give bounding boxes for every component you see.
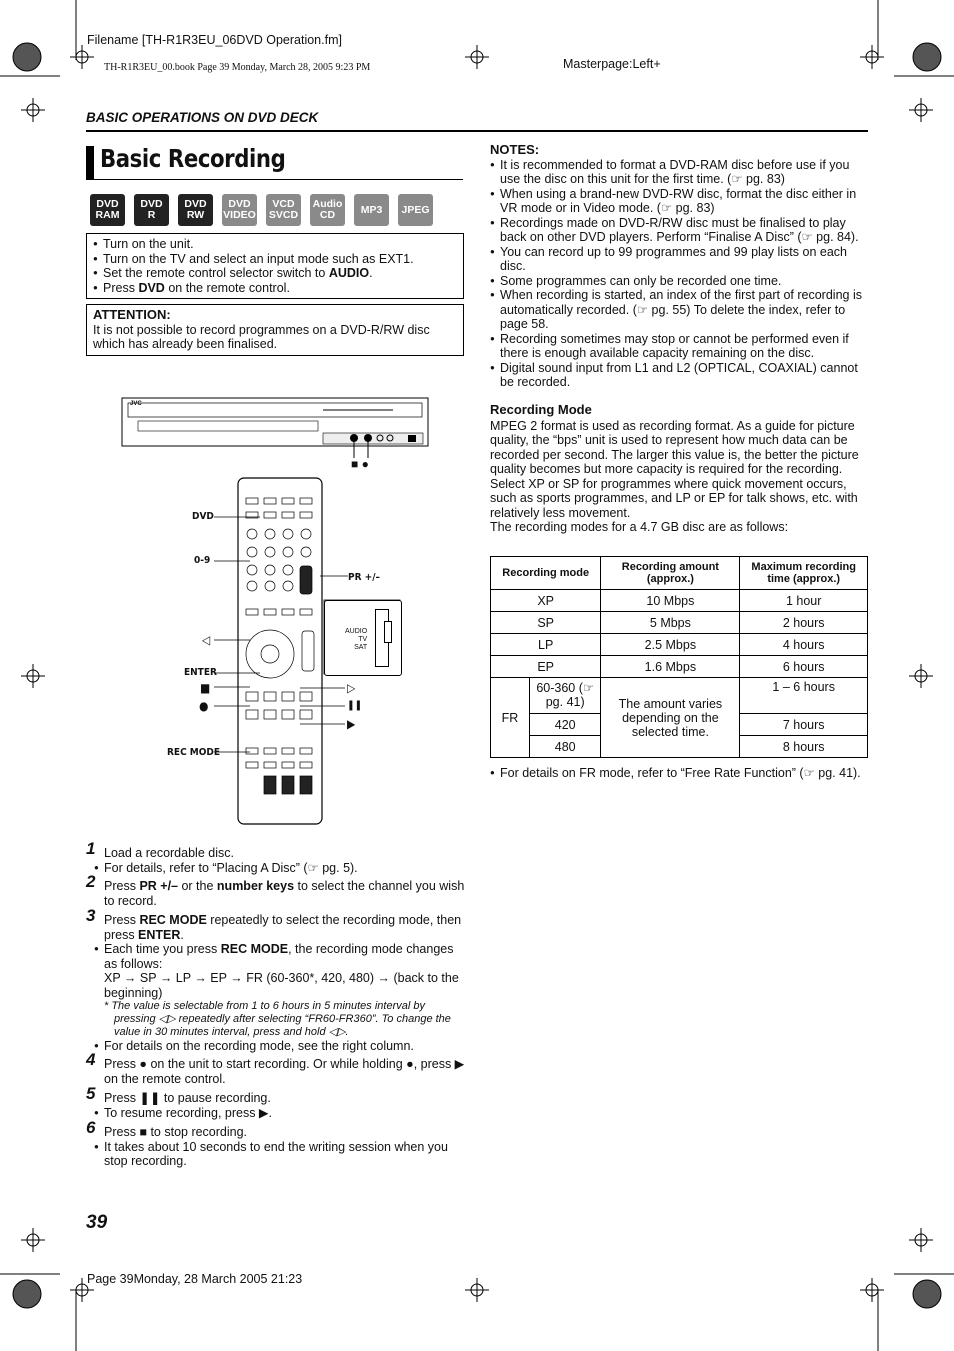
prep-item: ● Set the remote control selector switch to AUDIO. — [93, 266, 457, 281]
section-rule — [86, 130, 868, 132]
recording-mode-section — [490, 403, 868, 535]
table-row: SP 5 Mbps 2 hours — [491, 612, 868, 634]
dvd-unit-illustration — [118, 393, 434, 473]
label-rec: ● — [199, 699, 209, 713]
badge-vcd-svcd: VCD SVCD — [266, 194, 301, 226]
table-row: LP 2.5 Mbps 4 hours — [491, 634, 868, 656]
table-header: Recording amount (approx.) — [601, 557, 740, 590]
prep-item: ● Turn on the unit. — [93, 237, 457, 252]
badge-dvd-r: DVD R — [134, 194, 169, 226]
label-pr: PR +/– — [348, 572, 380, 583]
recording-mode-text2: The recording modes for a 4.7 GB disc are as follows: — [490, 520, 789, 534]
step-5: 5 Press ❚❚ to pause recording. ● To resume recording, press ▶. — [86, 1091, 466, 1120]
section-label: BASIC OPERATIONS ON DVD DECK — [86, 110, 319, 125]
header-filename: Filename [TH-R1R3EU_06DVD Operation.fm] — [87, 33, 342, 47]
notes-heading: NOTES: — [490, 142, 540, 157]
step-bullet: ● For details, refer to “Placing A Disc” (☞ pg. 5). — [94, 861, 466, 876]
step-1: 1 Load a recordable disc. ● For details, refer to “Placing A Disc” (☞ pg. 5). — [86, 846, 466, 875]
table-row: 480 8 hours — [491, 736, 868, 758]
badge-dvd-ram: DVD RAM — [90, 194, 125, 226]
unit-callout: ■ ● — [351, 457, 369, 471]
attention-heading: ATTENTION: — [93, 307, 171, 322]
unit-brand: JVC — [130, 401, 142, 407]
label-play: ▶ — [347, 717, 356, 731]
label-stop: ■ — [200, 681, 211, 695]
table-row: XP 10 Mbps 1 hour — [491, 590, 868, 612]
badge-mp3: MP3 — [354, 194, 389, 226]
header-book-line: TH-R1R3EU_00.book Page 39 Monday, March 28, 2005 9:23 PM — [104, 62, 371, 73]
step-3-footnote: * The value is selectable from 1 to 6 hours in 5 minutes interval by pressing ◁▷ repeatedly after selecting “FR60-FR360”. To change the value in 30 minutes interval, press and hold ◁▷. — [104, 1000, 451, 1038]
prep-item: ● Press DVD on the remote control. — [93, 281, 457, 296]
badge-dvd-rw: DVD RW — [178, 194, 213, 226]
label-enter: ENTER — [184, 667, 217, 678]
note-item: ● You can record up to 99 programmes and 99 play lists on each disc. — [490, 245, 870, 274]
label-right: ▷ — [347, 681, 356, 695]
note-item: ● Digital sound input from L1 and L2 (OPTICAL, COAXIAL) cannot be recorded. — [490, 361, 870, 390]
table-footnote: ● For details on FR mode, refer to “Free Rate Function” (☞ pg. 41). — [490, 766, 870, 781]
label-dvd: DVD — [192, 511, 214, 522]
table-header: Maximum recording time (approx.) — [740, 557, 868, 590]
step-bullet: ● For details on the recording mode, see the right column. — [94, 1039, 466, 1054]
note-item: ● Some programmes can only be recorded one time. — [490, 274, 870, 289]
notes — [490, 143, 870, 390]
attention-text: It is not possible to record programmes on a DVD-R/RW disc which has already been finalised. — [93, 322, 430, 351]
table-row: FR 60-360 (☞ pg. 41) The amount varies depending on the selected time. 1 – 6 hours — [491, 678, 868, 714]
prep-box — [86, 233, 464, 299]
title-bar — [86, 146, 94, 179]
step-bullet: ● To resume recording, press ▶. — [94, 1106, 466, 1121]
switch-audio: AUDIO — [345, 628, 368, 635]
prep-item: ● Turn on the TV and select an input mode such as EXT1. — [93, 252, 457, 267]
recording-mode-table — [490, 556, 868, 758]
table-row: 420 7 hours — [491, 714, 868, 736]
label-left: ◁ — [202, 633, 211, 647]
attention-box — [86, 304, 464, 356]
step-3: 3 Press REC MODE repeatedly to select the recording mode, then press ENTER. ● Each time you press REC MODE, the recording mode changes as follows: XP → SP → LP → EP → FR (60-360*, 420, 480) → (back to the beginning) * The value is selectable from 1 to 6 hours in 5 minutes interval by pressing ◁▷ repeatedly after selecting “FR60-FR360”. To change the value in 30 minutes interval, press and hold ◁▷. ● For details on the recording mode, see the right column. — [86, 913, 466, 1054]
badge-jpeg: JPEG — [398, 194, 433, 226]
table-header: Recording mode — [491, 557, 601, 590]
recording-mode-heading: Recording Mode — [490, 402, 592, 417]
page-title: Basic Recording — [100, 144, 286, 173]
disc-badges — [90, 194, 433, 226]
table-row: EP 1.6 Mbps 6 hours — [491, 656, 868, 678]
note-item: ● When recording is started, an index of the first part of recording is automatically recorded. (☞ pg. 55) To delete the index, refer to page 58. — [490, 288, 870, 332]
header-masterpage: Masterpage:Left+ — [563, 57, 661, 71]
label-pause: ❚❚ — [347, 700, 363, 711]
step-bullet: ● It takes about 10 seconds to end the writing session when you stop recording. — [94, 1140, 466, 1169]
switch-sat: SAT — [354, 644, 368, 651]
note-item: ● Recording sometimes may stop or cannot be performed even if there is enough available capacity remaining on the disc. — [490, 332, 870, 361]
footer-stamp: Page 39Monday, 28 March 2005 21:23 — [87, 1272, 303, 1286]
switch-tv: TV — [358, 636, 368, 643]
note-item: ● When using a brand-new DVD-RW disc, format the disc either in VR mode or in Video mode. (☞ pg. 83) — [490, 187, 870, 216]
badge-audio-cd: Audio CD — [310, 194, 345, 226]
step-bullet: ● Each time you press REC MODE, the recording mode changes as follows: XP → SP → LP → EP → FR (60-360*, 420, 480) → (back to the beginning) — [94, 942, 466, 1000]
note-item: ● Recordings made on DVD-R/RW disc must be finalised to play back on other DVD players. Perform “Finalise A Disc” (☞ pg. 84). — [490, 216, 870, 245]
note-item: ● It is recommended to format a DVD-RAM disc before use if you use the disc on this unit for the first time. (☞ pg. 83) — [490, 158, 870, 187]
label-digits: 0-9 — [194, 555, 211, 566]
title-rule — [86, 179, 463, 180]
step-2: 2 Press PR +/– or the number keys to select the channel you wish to record. — [86, 872, 465, 908]
recording-mode-text: MPEG 2 format is used as recording format. As a guide for picture quality, the “bps” unit is used to represent how much data can be recorded per second. The larger this value is, the better the picture quality becomes but more capacity is required for the recording. Select XP or SP for programmes where quick movement occurs, such as sports programmes, and LP or EP for talk shows, etc. with relatively less movement. — [490, 418, 859, 520]
badge-dvd-video: DVD VIDEO — [222, 194, 257, 226]
selector-switch-inset — [324, 600, 402, 676]
step-4: 4 Press ● on the unit to start recording. Or while holding ●, press ▶ on the remote control. — [86, 1050, 465, 1086]
page-number: 39 — [86, 1212, 108, 1233]
step-6: 6 Press ■ to stop recording. ● It takes about 10 seconds to end the writing session when you stop recording. — [86, 1125, 466, 1169]
label-recmode: REC MODE — [167, 747, 221, 758]
